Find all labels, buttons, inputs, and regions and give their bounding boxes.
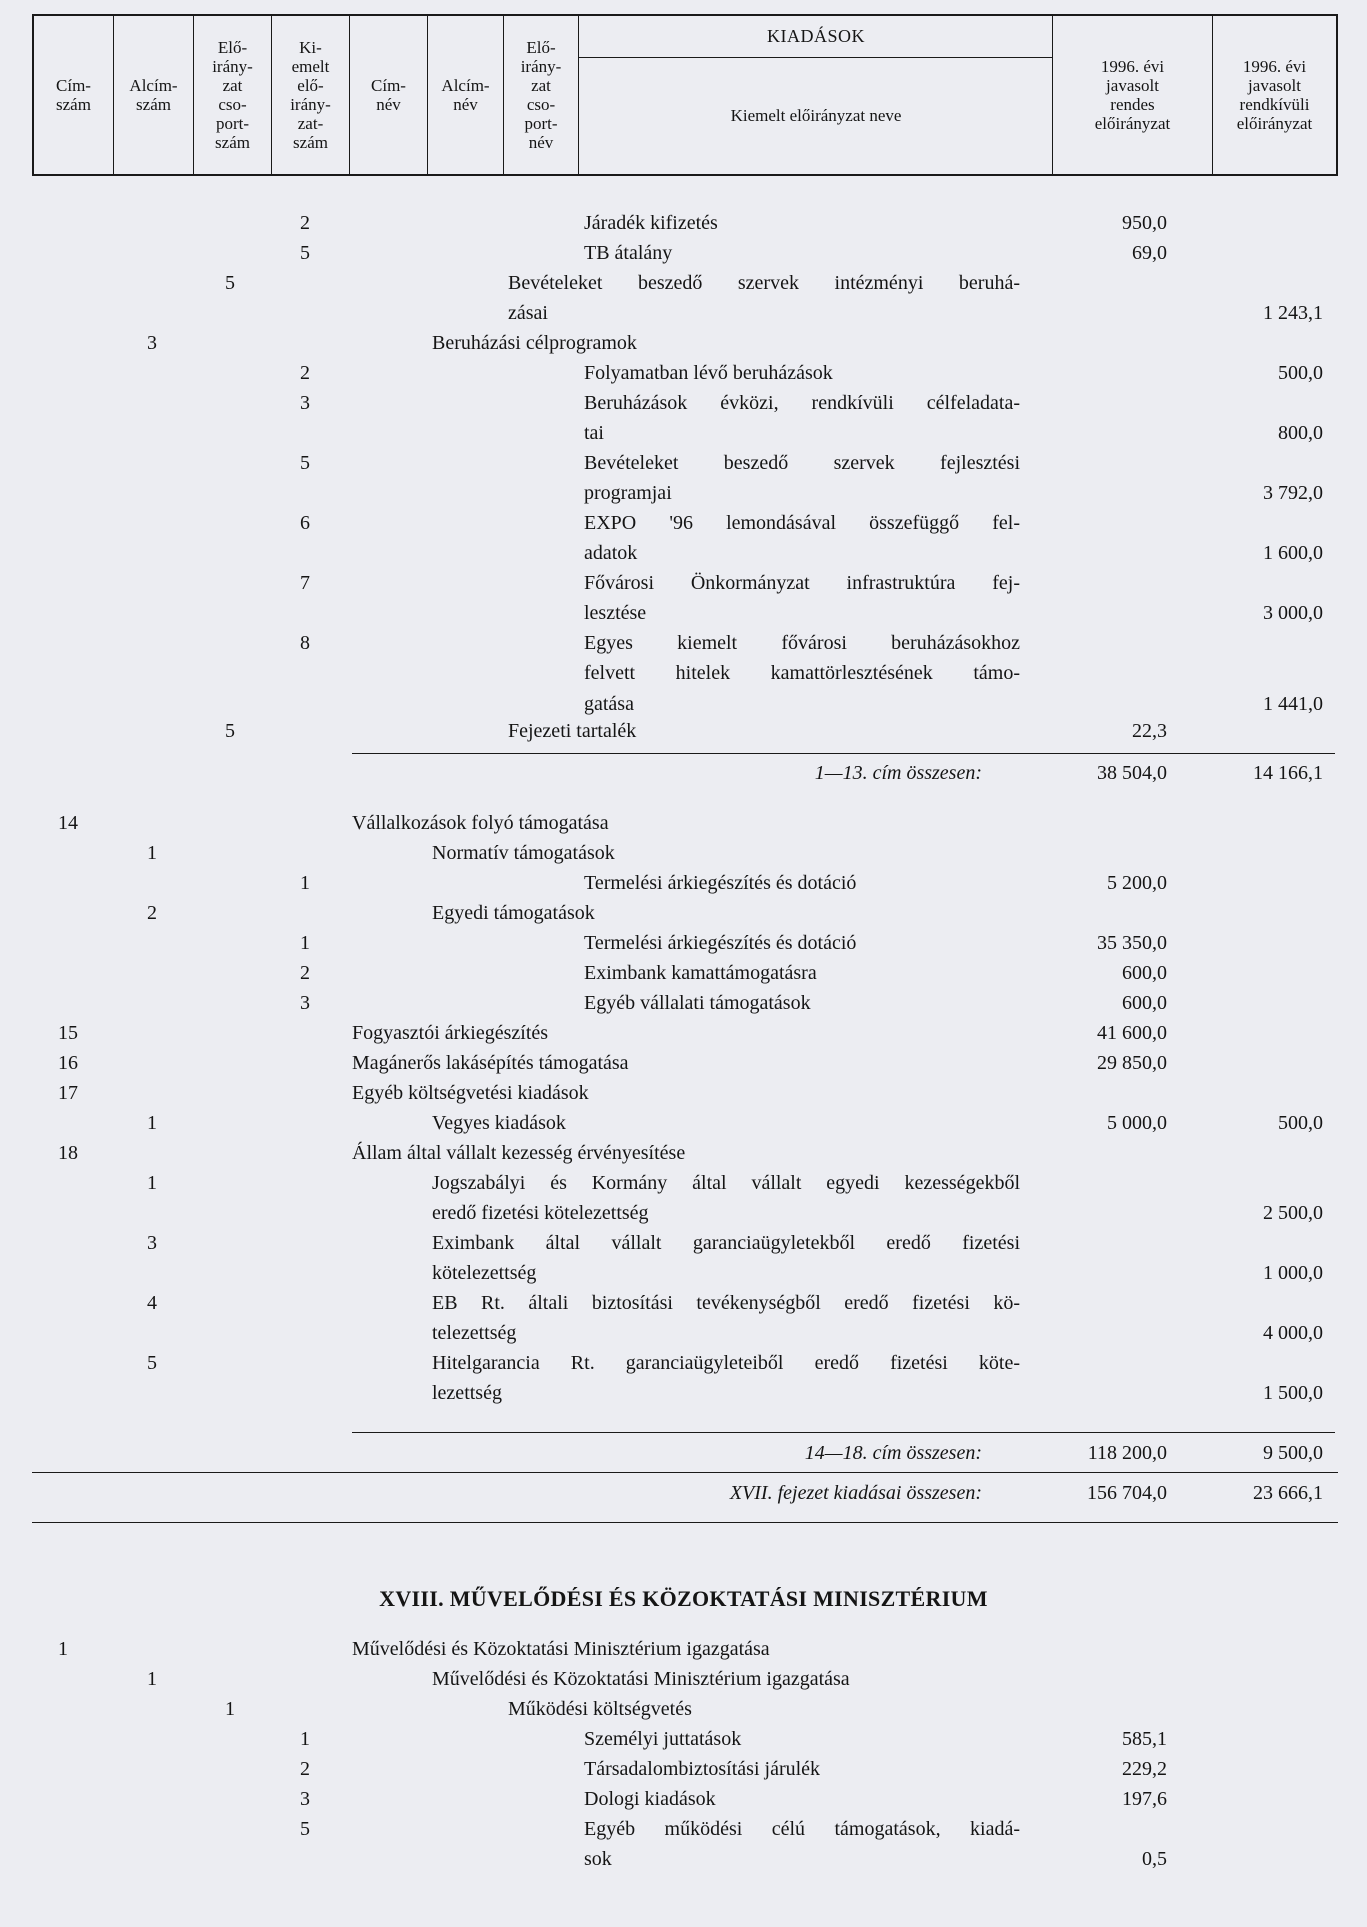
row-c3-code: 5 [225, 272, 235, 294]
row-rendes-value: 41 600,0 [1097, 1022, 1167, 1044]
table-row [0, 1438, 1367, 1468]
row-rendes-value: 0,5 [1142, 1848, 1167, 1871]
row-c2-code: 3 [147, 1232, 157, 1254]
row-description: Társadalombiztosítási járulék [584, 1758, 821, 1780]
table-row [0, 958, 1367, 988]
header-kiadasok: KIADÁSOK [579, 16, 1053, 58]
header-kiemelt-eloiranyzat-neve: Kiemelt előirányzat neve [730, 106, 902, 125]
table-row [0, 716, 1367, 746]
row-c4-code: 5 [300, 452, 310, 474]
row-description: sok [584, 1848, 612, 1871]
table-row [0, 238, 1367, 268]
row-c2-code: 4 [147, 1292, 157, 1314]
table-row [0, 1724, 1367, 1754]
row-description: Személyi juttatások [584, 1728, 742, 1750]
row-description: EB Rt. általi biztosítási tevékenységből eredő fizetési kö- [432, 1292, 1020, 1314]
row-rendes-value: 950,0 [1122, 212, 1167, 234]
row-rendes-value: 197,6 [1122, 1788, 1167, 1810]
table-row [0, 1168, 1367, 1225]
row-description: adatok [584, 542, 638, 565]
row-description: Egyéb költségvetési kiadások [352, 1082, 589, 1104]
row-description: Bevételeket beszedő szervek intézményi beruhá- [508, 272, 1020, 294]
table-row [0, 1664, 1367, 1694]
header-cimnev: Cím- név [350, 16, 428, 174]
row-description: Fejezeti tartalék [508, 720, 637, 742]
table-row [0, 1348, 1367, 1405]
table-row [0, 388, 1367, 445]
row-rendes-value: 69,0 [1132, 242, 1167, 264]
row-description: Egyes kiemelt fővárosi beruházásokhoz [584, 632, 1020, 654]
row-rendkivuli-value: 3 000,0 [1263, 602, 1323, 625]
row-description: Egyéb működési célú támogatások, kiadá- [584, 1818, 1020, 1840]
row-description: Működési költségvetés [508, 1698, 692, 1720]
sum-rendkivuli-value: 9 500,0 [1263, 1442, 1323, 1464]
row-rendkivuli-value: 1 441,0 [1263, 692, 1323, 715]
row-c3-code: 5 [225, 720, 235, 742]
row-c1-code: 17 [58, 1082, 78, 1104]
row-description: TB átalány [584, 242, 673, 264]
row-description: Eximbank kamattámogatásra [584, 962, 817, 984]
row-description: Egyéb vállalati támogatások [584, 992, 811, 1014]
table-row [0, 1078, 1367, 1108]
row-c4-code: 6 [300, 512, 310, 534]
row-description: Folyamatban lévő beruházások [584, 362, 833, 384]
row-c2-code: 1 [147, 842, 157, 864]
row-c4-code: 1 [300, 1728, 310, 1750]
row-c4-code: 2 [300, 962, 310, 984]
row-rendes-value: 600,0 [1122, 992, 1167, 1014]
row-rendes-value: 585,1 [1122, 1728, 1167, 1750]
header-cimszam: Cím- szám [34, 16, 114, 174]
row-description: Beruházások évközi, rendkívüli célfeladata- [584, 392, 1020, 414]
row-c3-code: 1 [225, 1698, 235, 1720]
table-row [0, 1634, 1367, 1664]
sum-rendes-value: 118 200,0 [1087, 1442, 1167, 1464]
row-rendkivuli-value: 800,0 [1278, 422, 1323, 445]
subtotal-rule [352, 1432, 1335, 1433]
row-c4-code: 5 [300, 1818, 310, 1840]
row-description: Hitelgarancia Rt. garanciaügyleteiből eredő fizetési köte- [432, 1352, 1020, 1374]
table-row [0, 1228, 1367, 1285]
chapter-end-rule [32, 1522, 1338, 1523]
row-rendes-value: 600,0 [1122, 962, 1167, 984]
row-c4-code: 8 [300, 632, 310, 654]
row-rendes-value: 22,3 [1132, 720, 1167, 742]
row-c2-code: 1 [147, 1112, 157, 1134]
row-c2-code: 1 [147, 1172, 157, 1194]
table-row [0, 1754, 1367, 1784]
table-row [0, 1018, 1367, 1048]
row-description: Bevételeket beszedő szervek fejlesztési [584, 452, 1020, 474]
table-row [0, 1694, 1367, 1724]
row-description: Termelési árkiegészítés és dotáció [584, 932, 857, 954]
row-description: Jogszabályi és Kormány által vállalt egyedi kezességekből [432, 1172, 1020, 1194]
row-c1-code: 14 [58, 812, 78, 834]
table-row [0, 448, 1367, 505]
row-description: Beruházási célprogramok [432, 332, 637, 354]
row-rendkivuli-value: 1 500,0 [1263, 1382, 1323, 1405]
row-description: Termelési árkiegészítés és dotáció [584, 872, 857, 894]
table-row [0, 838, 1367, 868]
row-description: Magánerős lakásépítés támogatása [352, 1052, 629, 1074]
table-row [0, 508, 1367, 565]
row-c2-code: 3 [147, 332, 157, 354]
table-row [0, 1288, 1367, 1345]
row-description: Fővárosi Önkormányzat infrastruktúra fej- [584, 572, 1020, 594]
row-c1-code: 15 [58, 1022, 78, 1044]
header-eloiranyzat-csoport-nev: Elő- irány- zat cso- port- név [504, 16, 579, 174]
table-row [0, 628, 1367, 715]
table-row [0, 1138, 1367, 1168]
row-description: telezettség [432, 1322, 517, 1345]
row-c4-code: 5 [300, 242, 310, 264]
row-description: Állam által vállalt kezesség érvényesítése [352, 1142, 686, 1164]
row-c4-code: 3 [300, 392, 310, 414]
row-c4-code: 3 [300, 992, 310, 1014]
section-title: XVIII. MŰVELŐDÉSI ÉS KÖZOKTATÁSI MINISZTÉRIUM [379, 1586, 988, 1611]
row-c1-code: 16 [58, 1052, 78, 1074]
row-rendes-value: 5 200,0 [1107, 872, 1167, 894]
row-description: tai [584, 422, 604, 445]
row-rendkivuli-value: 3 792,0 [1263, 482, 1323, 505]
row-description: Művelődési és Közoktatási Minisztérium igazgatása [432, 1668, 850, 1690]
row-c4-code: 2 [300, 1758, 310, 1780]
table-row [0, 328, 1367, 358]
table-row [0, 268, 1367, 325]
sum-label: 14—18. cím összesen: [804, 1442, 982, 1464]
row-description: EXPO '96 lemondásával összefüggő fel- [584, 512, 1020, 534]
row-description: Eximbank által vállalt garanciaügyletekből eredő fizetési [432, 1232, 1020, 1254]
sum-rendes-value: 156 704,0 [1087, 1482, 1167, 1504]
table-row [0, 568, 1367, 625]
row-rendes-value: 229,2 [1122, 1758, 1167, 1780]
row-c2-code: 1 [147, 1668, 157, 1690]
sum-rendkivuli-value: 14 166,1 [1253, 762, 1323, 784]
row-description: Egyedi támogatások [432, 902, 595, 924]
table-row [0, 758, 1367, 788]
row-description: lezettség [432, 1382, 502, 1405]
table-row [0, 208, 1367, 238]
row-description: programjai [584, 482, 672, 505]
sum-rendkivuli-value: 23 666,1 [1253, 1482, 1323, 1504]
sum-label: XVII. fejezet kiadásai összesen: [729, 1482, 982, 1504]
row-c4-code: 2 [300, 212, 310, 234]
header-kiemelt-eloiranyzat-szam: Ki- emelt elő- irány- zat- szám [272, 16, 350, 174]
chapter-total-rule [32, 1472, 1338, 1473]
header-rendkivuli: 1996. évi javasolt rendkívüli előirányzat [1236, 57, 1313, 133]
row-rendkivuli-value: 1 000,0 [1263, 1262, 1323, 1285]
row-rendkivuli-value: 2 500,0 [1263, 1202, 1323, 1225]
row-description: Normatív támogatások [432, 842, 615, 864]
table-row [0, 988, 1367, 1018]
row-c1-code: 1 [58, 1638, 68, 1660]
row-description: kötelezettség [432, 1262, 537, 1285]
row-description: eredő fizetési kötelezettség [432, 1202, 649, 1225]
row-rendkivuli-value: 500,0 [1278, 1112, 1323, 1134]
header-rendes: 1996. évi javasolt rendes előirányzat [1053, 16, 1213, 174]
row-description: Járadék kifizetés [584, 212, 718, 234]
row-description: lesztése [584, 602, 647, 625]
row-rendes-value: 29 850,0 [1097, 1052, 1167, 1074]
row-description: gatása [584, 692, 634, 715]
table-row [0, 1814, 1367, 1871]
row-rendkivuli-value: 1 243,1 [1263, 302, 1323, 325]
table-row [0, 808, 1367, 838]
row-rendkivuli-value: 1 600,0 [1263, 542, 1323, 565]
row-description: Vállalkozások folyó támogatása [352, 812, 609, 834]
row-c1-code: 18 [58, 1142, 78, 1164]
header-alcimszam: Alcím- szám [114, 16, 194, 174]
sum-label: 1—13. cím összesen: [814, 762, 982, 784]
row-description: zásai [508, 302, 548, 325]
row-c4-code: 1 [300, 872, 310, 894]
row-c2-code: 5 [147, 1352, 157, 1374]
row-c4-code: 2 [300, 362, 310, 384]
table-row [0, 868, 1367, 898]
row-c4-code: 1 [300, 932, 310, 954]
table-row [0, 1108, 1367, 1138]
row-rendes-value: 35 350,0 [1097, 932, 1167, 954]
table-row [0, 358, 1367, 388]
sum-rendes-value: 38 504,0 [1097, 762, 1167, 784]
row-description: Dologi kiadások [584, 1788, 716, 1810]
row-c2-code: 2 [147, 902, 157, 924]
table-row [0, 1784, 1367, 1814]
row-rendkivuli-value: 500,0 [1278, 362, 1323, 384]
table-row [0, 1048, 1367, 1078]
row-rendes-value: 5 000,0 [1107, 1112, 1167, 1134]
row-rendkivuli-value: 4 000,0 [1263, 1322, 1323, 1345]
row-c4-code: 7 [300, 572, 310, 594]
header-alcimnev: Alcím- név [428, 16, 504, 174]
row-c4-code: 3 [300, 1788, 310, 1810]
row-description: felvett hitelek kamattörlesztésének támo- [584, 662, 1020, 685]
subtotal-rule [352, 753, 1335, 754]
row-description: Vegyes kiadások [432, 1112, 566, 1134]
row-description: Fogyasztói árkiegészítés [352, 1022, 549, 1044]
table-row [0, 898, 1367, 928]
table-row [0, 928, 1367, 958]
table-row [0, 1478, 1367, 1508]
row-description: Művelődési és Közoktatási Minisztérium igazgatása [352, 1638, 770, 1660]
header-eloiranyzat-csoport-szam: Elő- irány- zat cso- port- szám [194, 16, 272, 174]
